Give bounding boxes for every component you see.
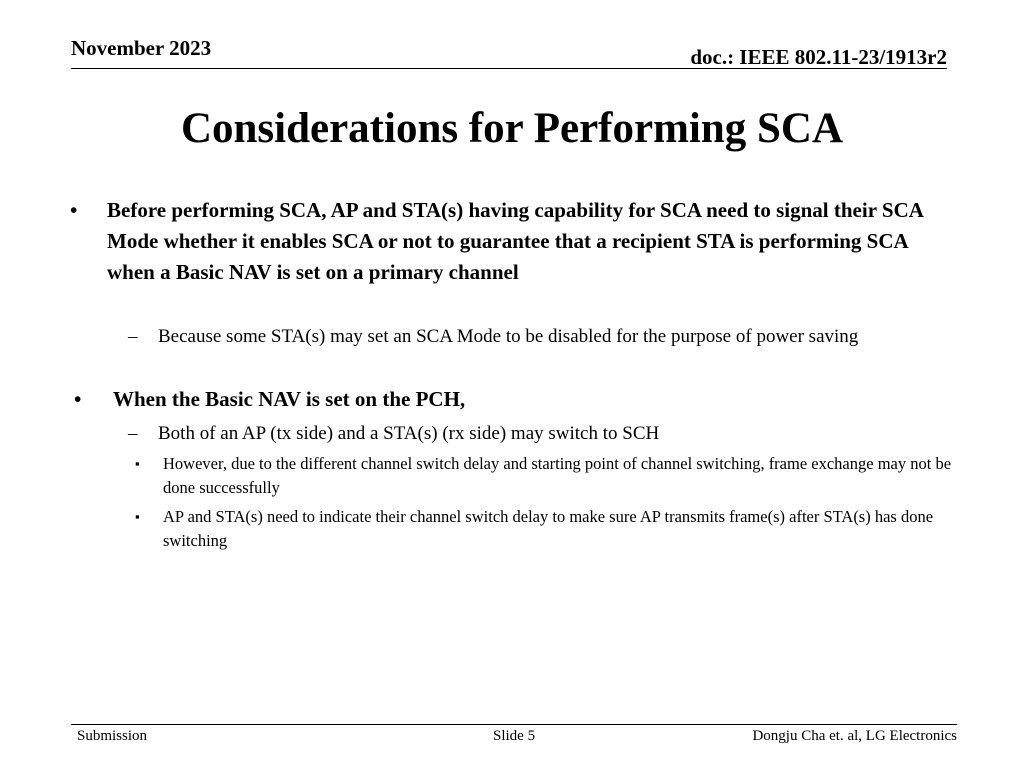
list-item-text: AP and STA(s) need to indicate their channel switch delay to make sure AP transmits frame(s) after STA(s) has done switching — [163, 507, 934, 550]
list-item-text: Because some STA(s) may set an SCA Mode to be disabled for the purpose of power saving — [158, 326, 859, 347]
footer-submission: Submission — [77, 728, 148, 744]
list-item-text: Before performing SCA, AP and STA(s) having capability for SCA need to signal their SCA Mode whether it enables SCA or not to guarantee that a recipient STA is performing SCA when a Basic NAV is set on a primary channel — [107, 198, 923, 284]
square-bullet-marker: ▪ — [135, 456, 140, 471]
list-item — [135, 505, 963, 553]
dash-marker: – — [128, 423, 138, 444]
list-item-text: Both of an AP (tx side) and a STA(s) (rx side) may switch to SCH — [158, 423, 660, 444]
list-item-text: However, due to the different channel switch delay and starting point of channel switching, frame exchange may not be done successfully — [163, 454, 952, 497]
bullet-marker: • — [74, 387, 82, 411]
list-item — [128, 323, 958, 350]
slide-title: Considerations for Performing SCA — [180, 105, 844, 152]
list-item — [74, 384, 943, 415]
header-date: November 2023 — [71, 36, 212, 60]
list-item — [128, 420, 958, 447]
footer-divider — [71, 724, 957, 725]
dash-marker: – — [128, 326, 138, 347]
list-item — [135, 452, 963, 500]
square-bullet-marker: ▪ — [135, 509, 140, 524]
footer-slide-number: Slide 5 — [493, 728, 536, 744]
bullet-marker: • — [70, 198, 78, 222]
footer-authors: Dongju Cha et. al, LG Electronics — [752, 728, 957, 744]
header-doc-id: doc.: IEEE 802.11-23/1913r2 — [690, 45, 947, 69]
header-divider — [71, 68, 947, 69]
list-item — [70, 195, 937, 288]
list-item-text: When the Basic NAV is set on the PCH, — [113, 387, 466, 411]
